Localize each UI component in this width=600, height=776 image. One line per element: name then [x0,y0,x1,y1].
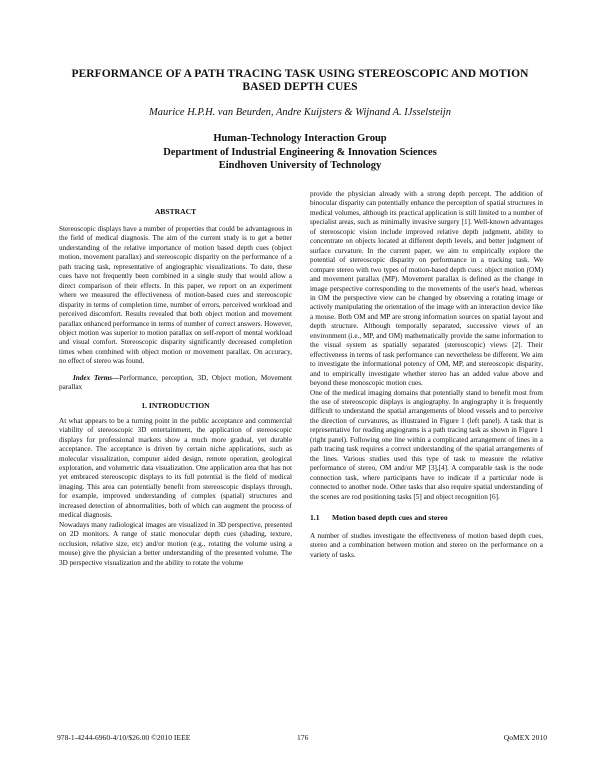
author-list: Maurice H.P.H. van Beurden, Andre Kuijsters & Wijnand A. IJsselsteijn [149,107,451,118]
affiliation-university: Eindhoven University of Technology [218,160,382,171]
subsection-heading [310,513,543,523]
footer-isbn: 978-1-4244-6960-4/10/$26.00 ©2010 IEEE [57,733,191,742]
left-column [59,190,292,568]
intro-paragraph-2: Nowadays many radiological images are visualized in 3D perspective, presented on 2D monitors. A range of static monocular depth cues (shading, texture, occlusion, relative size, etc) and/or motion (e.g., rotating the volume using a mouse) give the physician a better understanding of the presented volume. The 3D perspective visualization and the ability to rotate the volume [59,520,292,567]
index-terms [59,374,292,393]
affiliation-department: Department of Industrial Engineering & Innovation Sciences [163,146,437,158]
intro-paragraph-1: At what appears to be a turning point in the public acceptance and commercial viability of stereoscopic 3D entertainment, the application of stereoscopic displays for professional markets show a much more gradual, yet durable acceptance. The acceptance is driven by certain niche applications, such as molecular visualization, computer aided design, remote operation, geological exploration, and volumetric data visualization. One application area that has not yet embraced stereoscopic displays to its full potential is the field of medical imaging. This area can potentially benefit from stereoscopic displays through, for example, improved understanding of complex (spatial) structures and increased detection of abnormalities, both of which can augment the process of medical diagnosis. [59,416,292,520]
subsection-title: Motion based depth cues and stereo [332,512,448,522]
affiliation-group: Human-Technology Interaction Group [213,133,387,144]
index-terms-text: Performance, perception, 3D, Object motion, Movement parallax [59,373,293,392]
affiliation-block [60,132,540,173]
paper-title [60,68,540,94]
page-number: 176 [297,733,309,742]
title-line-1: PERFORMANCE OF A PATH TRACING TASK USING STEREOSCOPIC AND MOTION [71,68,529,80]
page-footer [57,733,547,745]
intro-paragraph-3: provide the physician already with a strong depth percept. The addition of binocular disparity can potentially enhance the perception of spatial structures in medical volumes, although its practical application is still limited to a number of specialist areas, such as minimally invasive surgery [1]. Well-known advantages of stereoscopic vision include improved relative depth judgment, ability to concentrate on objects located at different depth levels, and better judgment of surface curvature. In the current paper, we aim to empirically explore the potential of stereoscopic disparity on performance in a tracking task. We compare stereo with two types of motion-based depth cues: object motion (OM) and movement parallax (MP). Movement parallax is defined as the change in image perspective corresponding to the movements of the user's head, whereas in OM the perspective view can be changed by observing a rotating image or actively manipulating the orientation of the image with an interaction device like a mouse. Both OM and MP are strong information sources on spatial layout and depth structure. Although temporally separated, successive views of an environment (i.e., MP, and OM) mathematically provide the same information to the visual system as spatially separated (stereoscopic) views [2]. Their effectiveness in terms of task performance can nevertheless be different. We aim to investigate the informational potency of OM, MP, and stereoscopic disparity, and to empirically investigate whether stereo has an added value above and beyond these monoscopic motion cues. [310,190,543,388]
right-column [310,190,543,560]
index-terms-dash: — [112,373,120,382]
abstract-text: Stereoscopic displays have a number of properties that could be advantageous in the field of medical diagnosis. The aim of the current study is to get a better understanding of the relative importance of motion based depth cues (object motion, movement parallax) and stereoscopic disparity on the performance of a path tracing task, representative of angiographic visualizations. To date, these cues have not frequently been combined in a single study that would allow a direct comparison of their effects. In this paper, we report on an experiment where we measured the effectiveness of motion-based cues and stereoscopic disparity in terms of completion time, number of errors, perceived workload and perceived discomfort. Results revealed that both object motion and movement parallax enhanced performance in terms of number of correct answers. However, object motion was superior to motion parallax on self-report of mental workload and visual comfort. Stereoscopic disparity significantly decreased completion times when combined with object motion or movement parallax. On accuracy, no effect of stereo was found. [59,225,292,366]
abstract-heading: ABSTRACT [154,207,197,216]
footer-venue: QoMEX 2010 [503,733,547,742]
title-line-2: BASED DEPTH CUES [242,81,358,93]
subsection-paragraph-1: A number of studies investigate the effectiveness of motion based depth cues, stereo and a combination between motion and stereo on the performance on a variety of tasks. [310,531,543,559]
subsection-number: 1.1 [310,512,320,522]
index-terms-label: Index Terms [73,373,113,382]
intro-paragraph-4: One of the medical imaging domains that potentially stand to benefit most from the use of stereoscopic displays is angiography. In angiography it is frequently difficult to understand the spatial arrangements of blood vessels and to perceive the direction of curvatures, as illustrated in Figure 1 (left panel). A task that is representative for reading angiograms is a path tracing task as shown in Figure 1 (right panel). Following one line within a complicated arrangement of lines in a path tracing task requires a correct understanding of the spatial arrangements of the lines. Various studies used this type of task to measure the relative performance of stereo, OM and/or MP [3],[4]. A comparable task is the node connection task, where participants have to indicate if a particular node is connected to another node. Other tasks that also require spatial understanding of the scenes are rod positioning tasks [5] and object recognition [6]. [310,388,543,501]
introduction-heading: 1. INTRODUCTION [141,400,210,410]
